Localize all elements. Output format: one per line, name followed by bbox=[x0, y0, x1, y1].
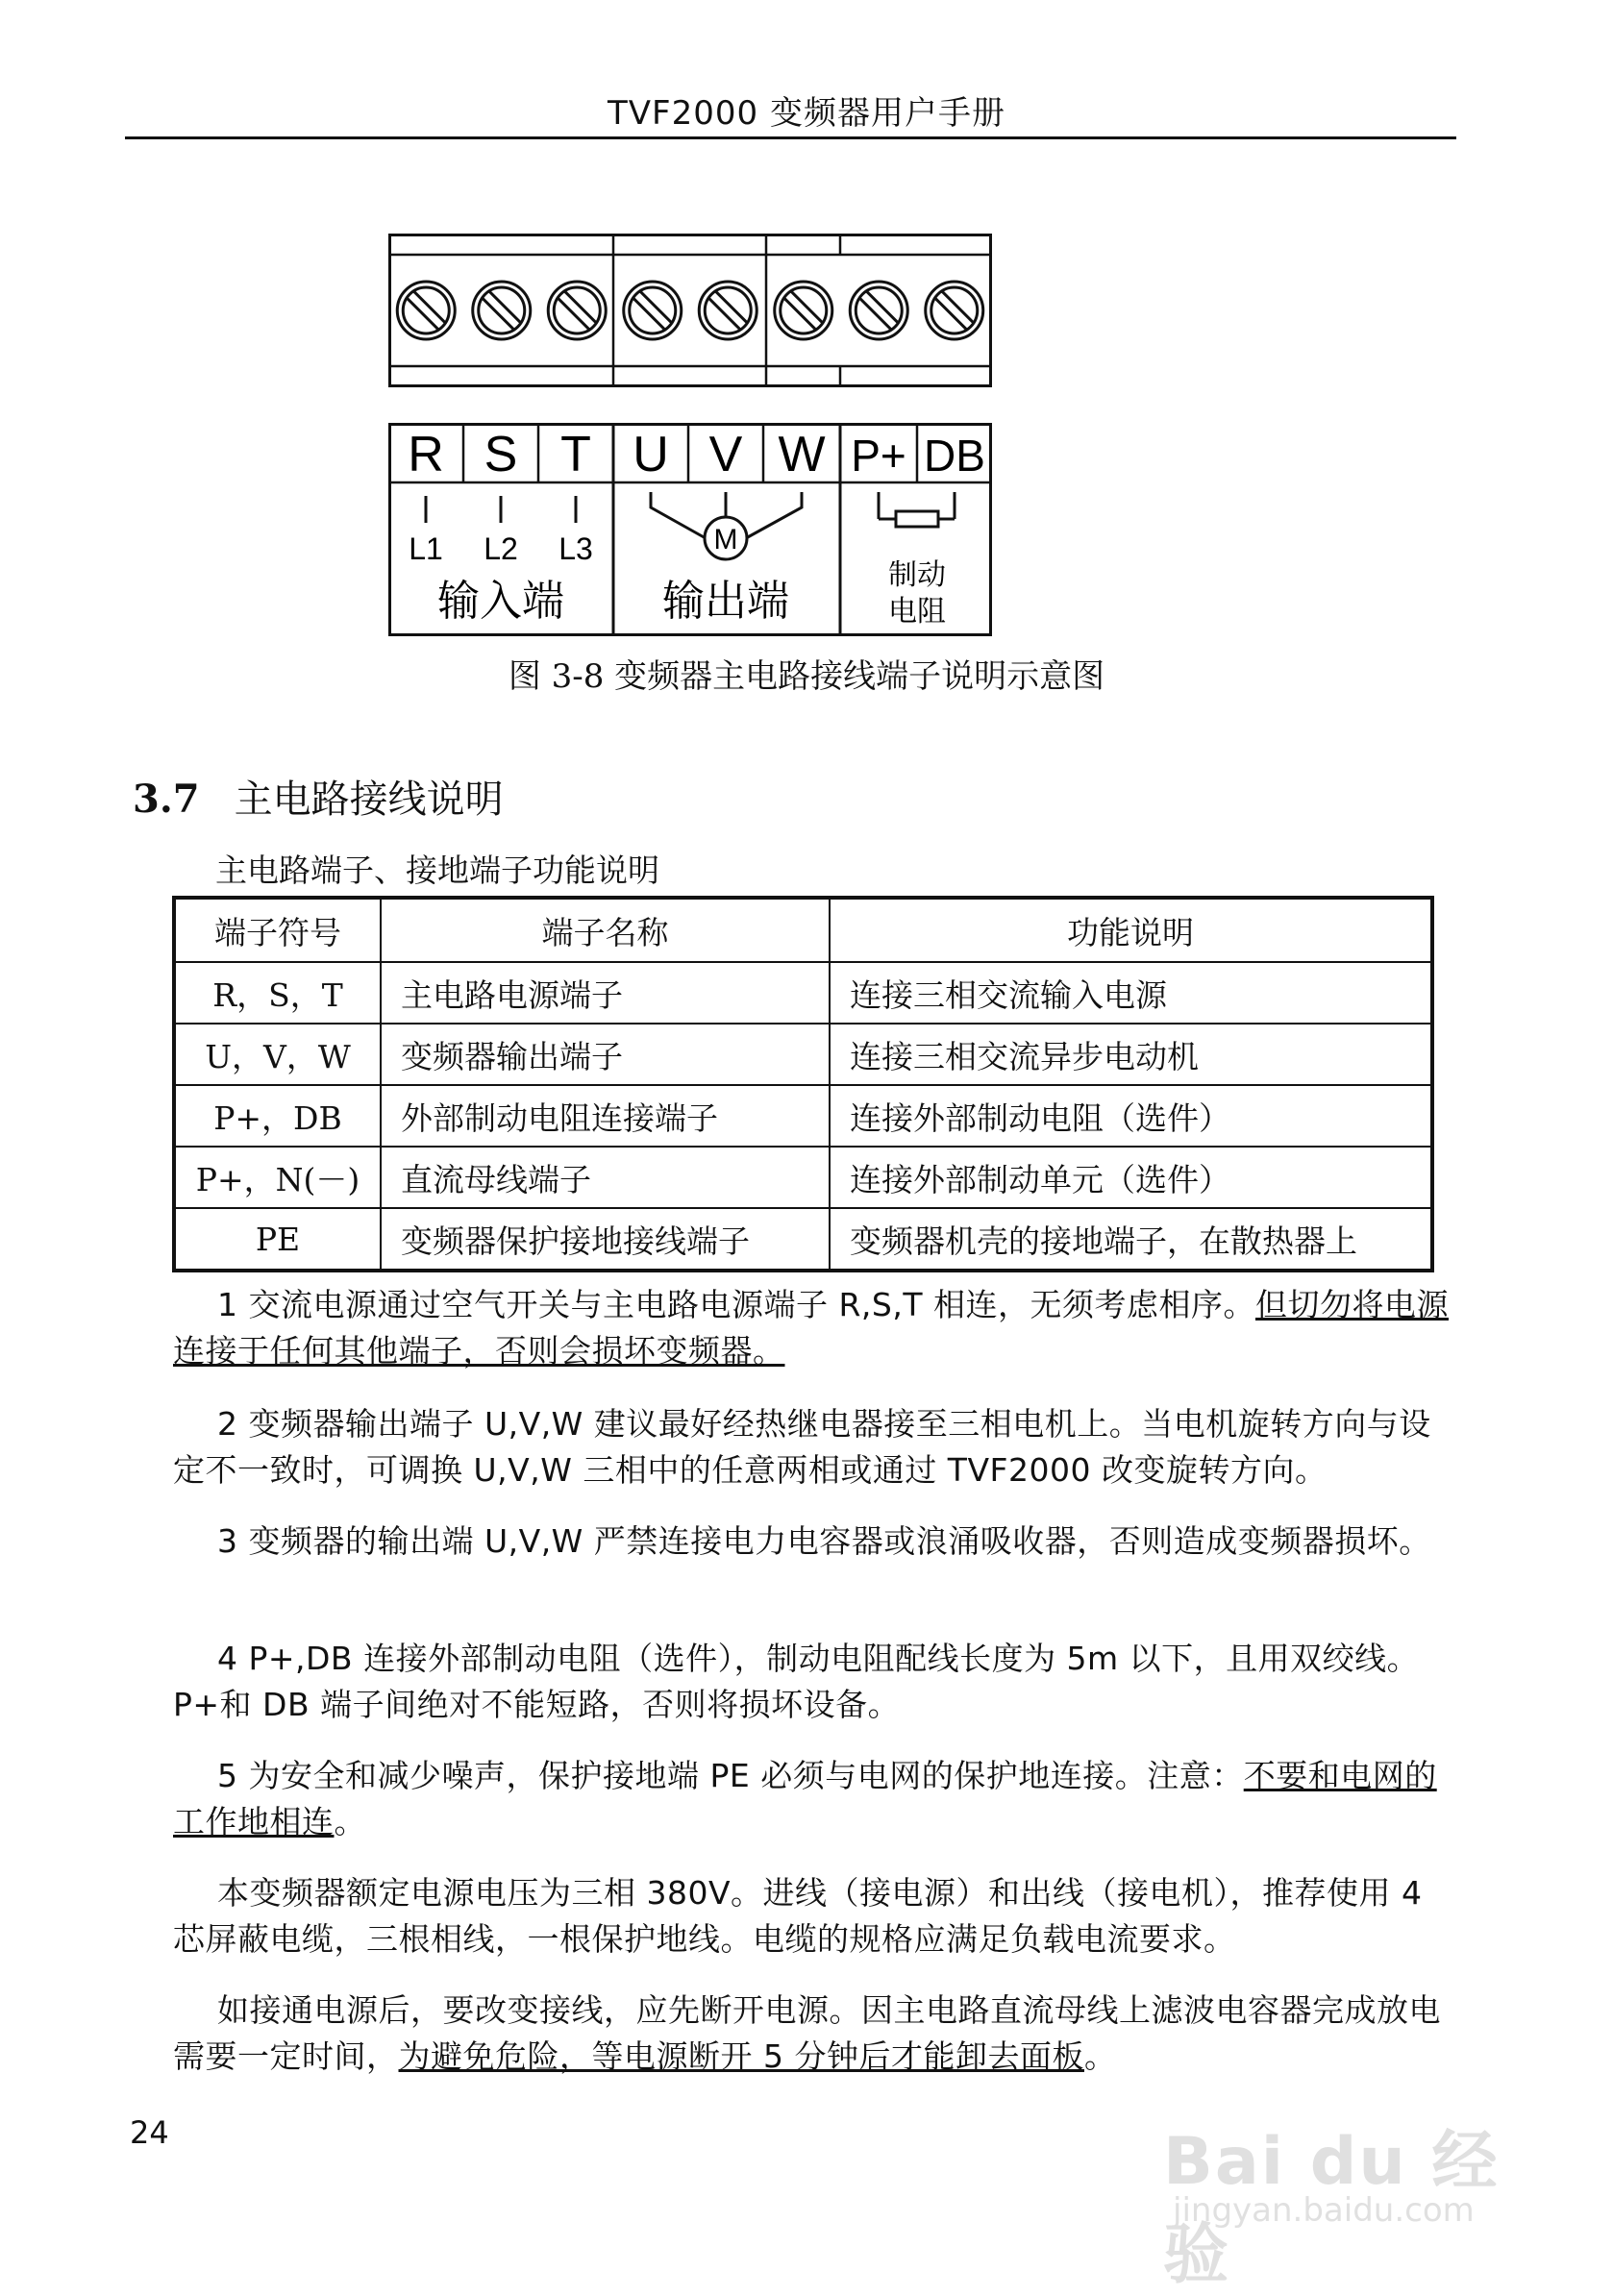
table-row bbox=[174, 1147, 1432, 1208]
screw-terminal-icon bbox=[473, 282, 531, 339]
table-header-row bbox=[174, 898, 1432, 962]
cell-function: 连接三相交流异步电动机 bbox=[830, 1024, 1432, 1085]
terminal-label-w: W bbox=[778, 427, 826, 482]
watermark-sub: jingyan.baidu.com bbox=[1173, 2191, 1475, 2230]
brake-group-label-line1: 制动 bbox=[888, 558, 946, 592]
input-group-label: 输入端 bbox=[437, 577, 564, 626]
header-function: 功能说明 bbox=[830, 898, 1432, 962]
brake-group-label-line2: 电阻 bbox=[888, 595, 946, 629]
paragraph-2: 2 变频器输出端子 U,V,W 建议最好经热继电器接至三相电机上。当电机旋转方向与设定不一致时，可调换 U,V,W 三相中的任意两相或通过 TVF2000 改变旋转方向。 bbox=[173, 1405, 1431, 1489]
header-name: 端子名称 bbox=[381, 898, 830, 962]
cell-name: 直流母线端子 bbox=[381, 1147, 830, 1208]
screw-terminal-icon bbox=[397, 282, 455, 339]
paragraph-7: 如接通电源后，要改变接线，应先断开电源。因主电路直流母线上滤波电容器完成放电需要一定时间，为避免危险，等电源断开 5 分钟后才能卸去面板。 bbox=[173, 1991, 1441, 2075]
cell-name: 变频器保护接地接线端子 bbox=[381, 1208, 830, 1271]
input-line-l2: L2 bbox=[484, 531, 518, 566]
table-row bbox=[174, 1208, 1432, 1271]
output-group-label: 输出端 bbox=[662, 577, 789, 626]
terminal-label-s: S bbox=[484, 427, 518, 482]
table-row bbox=[174, 962, 1432, 1024]
screw-terminal-icon bbox=[699, 282, 757, 339]
terminal-label-p-plus: P+ bbox=[851, 431, 906, 481]
motor-symbol: M bbox=[713, 524, 738, 555]
section-heading bbox=[133, 769, 504, 824]
cell-function: 变频器机壳的接地端子，在散热器上 bbox=[830, 1208, 1432, 1271]
page-number: 24 bbox=[130, 2114, 169, 2151]
screw-terminal-icon bbox=[926, 282, 983, 339]
header-symbol: 端子符号 bbox=[174, 898, 381, 962]
cell-symbol: PE bbox=[174, 1208, 381, 1271]
section-number: 3.7 bbox=[133, 777, 200, 822]
table-row bbox=[174, 1024, 1432, 1085]
terminal-label-t: T bbox=[560, 427, 591, 482]
header-rule bbox=[125, 136, 1456, 139]
cell-symbol: R，S，T bbox=[174, 962, 381, 1024]
screw-terminal-icon bbox=[624, 282, 682, 339]
terminal-label-diagram bbox=[388, 423, 992, 636]
page-header-title: TVF2000 变频器用户手册 bbox=[608, 94, 1005, 133]
screw-terminal-icon bbox=[850, 282, 907, 339]
screw-terminal-icon bbox=[775, 282, 832, 339]
terminal-label-v: V bbox=[708, 427, 743, 482]
terminal-label-db: DB bbox=[924, 431, 985, 481]
paragraph-5: 5 为安全和减少噪声，保护接地端 PE 必须与电网的保护地连接。注意：不要和电网的工作地相连。 bbox=[173, 1757, 1437, 1840]
input-line-l1: L1 bbox=[409, 531, 443, 566]
cell-name: 变频器输出端子 bbox=[381, 1024, 830, 1085]
section-title: 主电路接线说明 bbox=[234, 778, 504, 822]
cell-function: 连接三相交流输入电源 bbox=[830, 962, 1432, 1024]
terminal-strip-diagram bbox=[388, 234, 992, 387]
cell-name: 外部制动电阻连接端子 bbox=[381, 1085, 830, 1147]
table-row bbox=[174, 1085, 1432, 1147]
cell-function: 连接外部制动电阻（选件） bbox=[830, 1085, 1432, 1147]
table-intro: 主电路端子、接地端子功能说明 bbox=[215, 852, 659, 889]
paragraph-4: 4 P+,DB 连接外部制动电阻（选件），制动电阻配线长度为 5m 以下，且用双绞线。P+和 DB 端子间绝对不能短路，否则将损坏设备。 bbox=[173, 1640, 1420, 1723]
input-line-l3: L3 bbox=[558, 531, 593, 566]
terminal-label-u: U bbox=[633, 427, 669, 482]
cell-function: 连接外部制动单元（选件） bbox=[830, 1147, 1432, 1208]
baidu-watermark bbox=[1163, 2110, 1548, 2293]
screw-terminal-icon bbox=[548, 282, 606, 339]
paragraph-3: 3 变频器的输出端 U,V,W 严禁连接电力电容器或浪涌吸收器，否则造成变频器损坏。 bbox=[217, 1522, 1431, 1560]
terminal-label-r: R bbox=[408, 427, 444, 482]
terminal-function-table bbox=[172, 896, 1434, 1272]
cell-symbol: P+，DB bbox=[174, 1085, 381, 1147]
figure-caption: 图 3-8 变频器主电路接线端子说明示意图 bbox=[508, 657, 1105, 696]
paragraph-6: 本变频器额定电源电压为三相 380V。进线（接电源）和出线（接电机），推荐使用 4 芯屏蔽电缆，三根相线，一根保护地线。电缆的规格应满足负载电流要求。 bbox=[173, 1874, 1423, 1958]
brake-resistor-icon bbox=[896, 511, 938, 527]
paragraph-1: 1 交流电源通过空气开关与主电路电源端子 R,S,T 相连，无须考虑相序。但切勿将电源连接于任何其他端子，否则会损坏变频器。 bbox=[173, 1286, 1449, 1370]
cell-name: 主电路电源端子 bbox=[381, 962, 830, 1024]
watermark-main: Bai du 经验 bbox=[1163, 2124, 1500, 2293]
cell-symbol: P+，N(－) bbox=[174, 1147, 381, 1208]
cell-symbol: U，V，W bbox=[174, 1024, 381, 1085]
